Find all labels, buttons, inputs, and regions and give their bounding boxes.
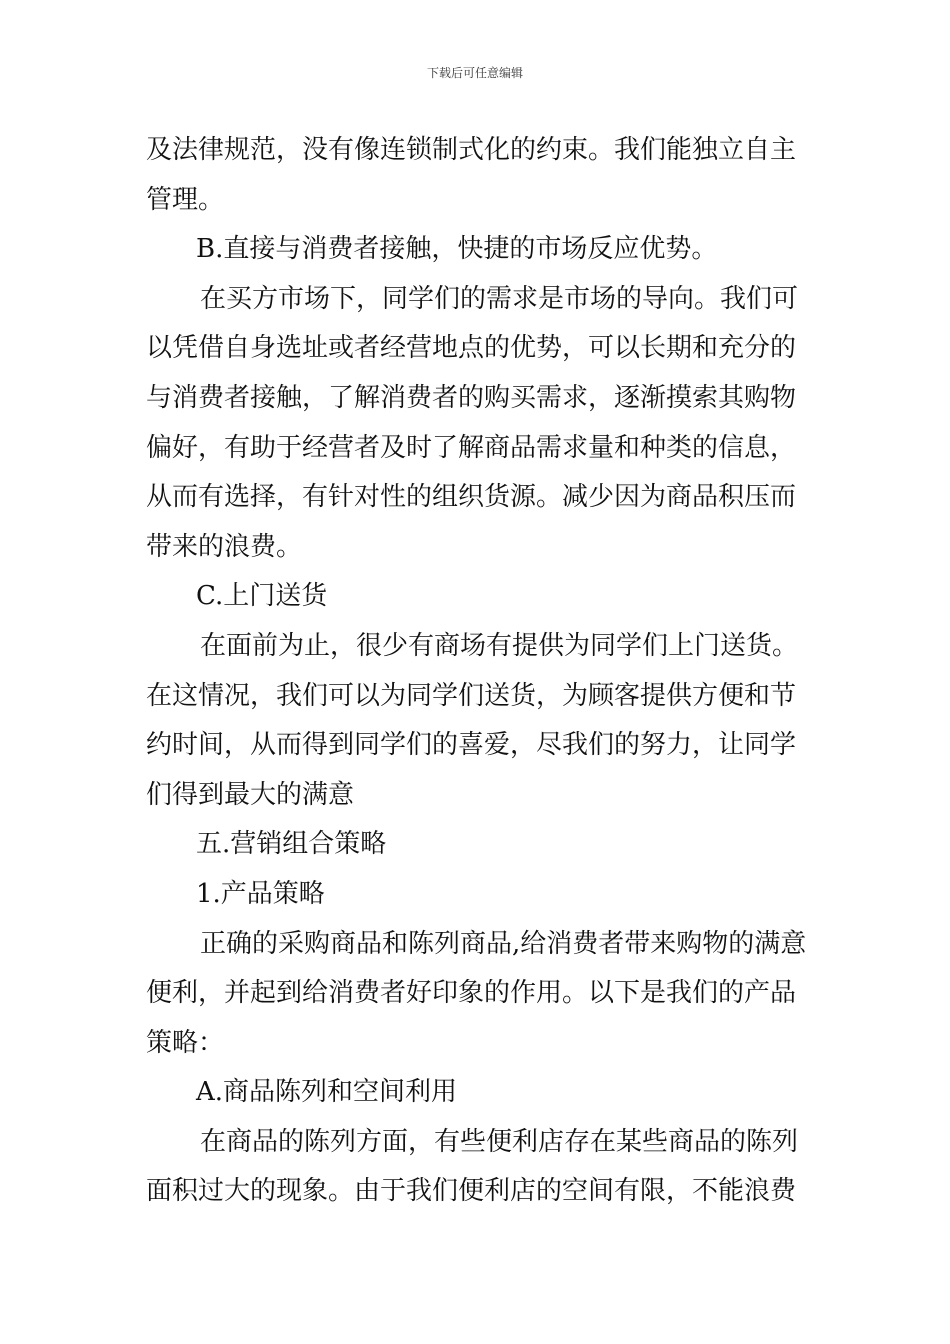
paragraph-line: 从而有选择，有针对性的组织货源。减少因为商品积压而 [146, 482, 797, 513]
paragraph-line: 约时间，从而得到同学们的喜爱，尽我们的努力，让同学 [146, 730, 797, 761]
paragraph-line: 管理。 [146, 184, 225, 215]
document-body [146, 126, 810, 1217]
paragraph-line: 偏好，有助于经营者及时了解商品需求量和种类的信息， [146, 432, 797, 463]
paragraph-line: 面积过大的现象。由于我们便利店的空间有限，不能浪费 [146, 1176, 797, 1207]
section-heading-5: 五.营销组合策略 [196, 829, 387, 860]
section-label-a: A.商品陈列和空间利用 [196, 1077, 458, 1108]
paragraph-line: 便利，并起到给消费者好印象的作用。以下是我们的产品 [146, 978, 797, 1009]
paragraph-line: 及法律规范，没有像连锁制式化的约束。我们能独立自主 [146, 135, 797, 165]
paragraph-line: 正确的采购商品和陈列商品,给消费者带来购物的满意 [200, 928, 807, 959]
paragraph-line: 们得到最大的满意 [146, 779, 355, 810]
page-header: 下载后可任意编辑 [426, 66, 523, 80]
paragraph-line: 带来的浪费。 [146, 531, 303, 562]
paragraph-line: 策略： [146, 1027, 225, 1058]
paragraph-line: 在商品的陈列方面，有些便利店存在某些商品的陈列 [200, 1126, 799, 1157]
section-label-b: B.直接与消费者接触，快捷的市场反应优势。 [196, 234, 718, 265]
paragraph-line: 在面前为止，很少有商场有提供为同学们上门送货。 [200, 630, 799, 661]
paragraph-line: 在这情况，我们可以为同学们送货，为顾客提供方便和节 [146, 680, 797, 711]
subsection-heading-1: 1.产品策略 [196, 878, 325, 909]
paragraph-line: 与消费者接触，了解消费者的购买需求，逐渐摸索其购物 [146, 382, 797, 413]
paragraph-line: 在买方市场下，同学们的需求是市场的导向。我们可 [200, 283, 799, 314]
section-label-c: C.上门送货 [196, 581, 328, 612]
paragraph-line: 以凭借自身选址或者经营地点的优势，可以长期和充分的 [146, 333, 797, 364]
